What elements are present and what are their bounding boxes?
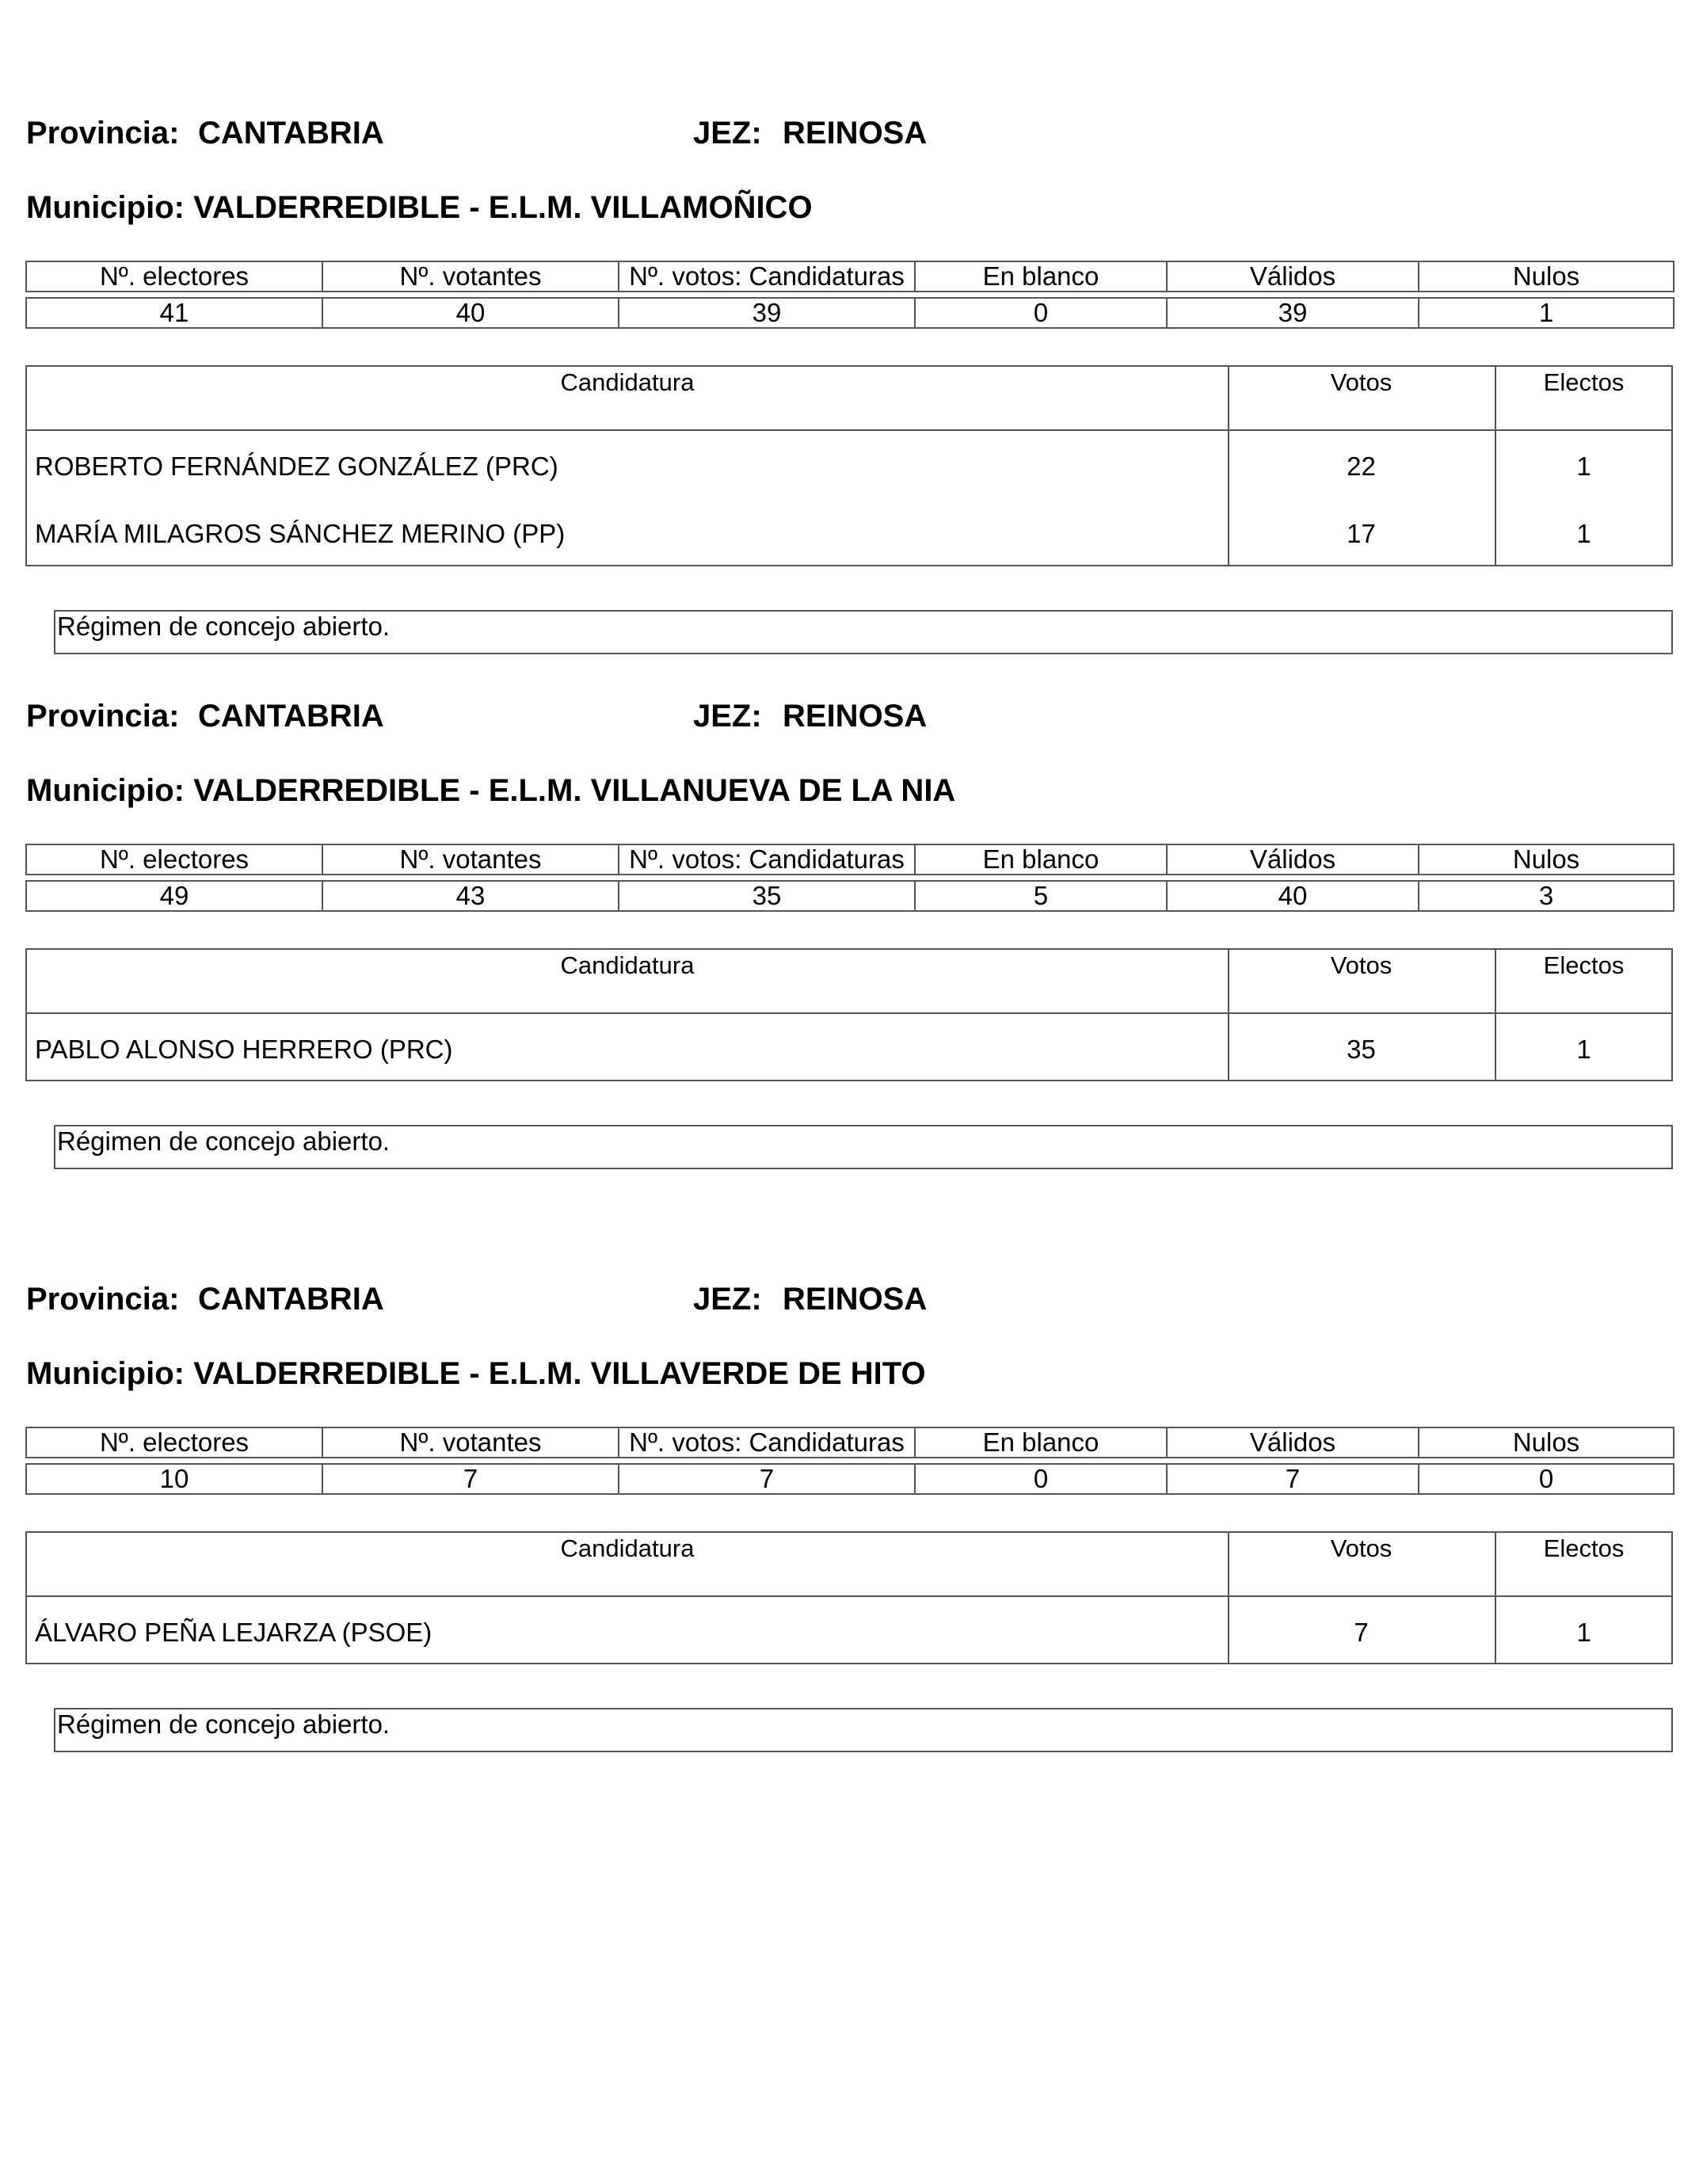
electos-header: Electos bbox=[1543, 368, 1625, 396]
jez-label: JEZ: bbox=[693, 1282, 762, 1317]
stats-value-row bbox=[26, 1464, 1674, 1494]
candidate-row bbox=[27, 519, 1671, 585]
provincia-value: CANTABRIA bbox=[198, 699, 384, 734]
stats-header-cell: Nº. votos: Candidaturas bbox=[619, 1427, 915, 1458]
provincia-value: CANTABRIA bbox=[198, 116, 384, 151]
candidate-row bbox=[27, 452, 1671, 518]
municipio-value: VALDERREDIBLE - E.L.M. VILLAMOÑICO bbox=[193, 190, 813, 225]
stats-table bbox=[25, 1427, 1674, 1495]
candidatura-header: Candidatura bbox=[560, 951, 695, 979]
municipio-label: Municipio: bbox=[26, 190, 185, 225]
stats-header-cell: Nº. votos: Candidaturas bbox=[619, 261, 915, 292]
municipio-title bbox=[26, 1356, 926, 1392]
regime-note: Régimen de concejo abierto. bbox=[54, 1125, 1673, 1169]
stats-value-cell: 39 bbox=[1167, 298, 1419, 328]
candidates-table bbox=[25, 365, 1673, 566]
candidate-votes: 22 bbox=[1347, 452, 1376, 481]
stats-value-cell: 5 bbox=[915, 881, 1167, 911]
candidate-name: MARÍA MILAGROS SÁNCHEZ MERINO (PP) bbox=[35, 519, 566, 548]
stats-value-cell: 49 bbox=[26, 881, 322, 911]
electos-header: Electos bbox=[1543, 1534, 1625, 1562]
candidatura-header: Candidatura bbox=[560, 1534, 695, 1562]
votos-header: Votos bbox=[1330, 951, 1393, 979]
candidate-name: ÁLVARO PEÑA LEJARZA (PSOE) bbox=[35, 1618, 432, 1647]
stats-value-cell: 39 bbox=[619, 298, 915, 328]
stats-value-cell: 7 bbox=[1167, 1464, 1419, 1494]
jez-label: JEZ: bbox=[693, 699, 762, 734]
municipio-label: Municipio: bbox=[26, 773, 185, 808]
regime-note: Régimen de concejo abierto. bbox=[54, 1708, 1673, 1752]
stats-table bbox=[25, 261, 1674, 329]
stats-value-cell: 3 bbox=[1419, 881, 1674, 911]
jez-label: JEZ: bbox=[693, 116, 762, 151]
municipio-value: VALDERREDIBLE - E.L.M. VILLANUEVA DE LA NIA bbox=[193, 773, 956, 808]
candidate-votes: 7 bbox=[1354, 1618, 1369, 1647]
stats-header-cell: Nº. electores bbox=[26, 1427, 322, 1458]
candidate-elected: 1 bbox=[1576, 452, 1591, 481]
stats-header-cell: En blanco bbox=[915, 1427, 1167, 1458]
stats-header-cell: Válidos bbox=[1167, 844, 1419, 875]
stats-header-cell: Nulos bbox=[1419, 1427, 1674, 1458]
municipio-value: VALDERREDIBLE - E.L.M. VILLAVERDE DE HITO bbox=[193, 1356, 926, 1391]
stats-value-cell: 0 bbox=[915, 298, 1167, 328]
stats-header-cell: Nº. votantes bbox=[322, 1427, 619, 1458]
provincia-label: Provincia: bbox=[26, 116, 180, 151]
stats-header-cell: Nº. electores bbox=[26, 844, 322, 875]
candidate-elected: 1 bbox=[1576, 1618, 1591, 1647]
stats-value-cell: 7 bbox=[619, 1464, 915, 1494]
stats-header-cell: Válidos bbox=[1167, 261, 1419, 292]
municipality-section bbox=[0, 0, 1684, 641]
candidate-elected: 1 bbox=[1576, 1035, 1591, 1064]
stats-header-cell: Nulos bbox=[1419, 261, 1674, 292]
candidate-elected: 1 bbox=[1576, 519, 1591, 548]
stats-value-cell: 0 bbox=[1419, 1464, 1674, 1494]
provincia-value: CANTABRIA bbox=[198, 1282, 384, 1317]
regime-note: Régimen de concejo abierto. bbox=[54, 610, 1673, 654]
municipality-section bbox=[0, 1166, 1684, 1739]
candidate-name: PABLO ALONSO HERRERO (PRC) bbox=[35, 1035, 453, 1064]
stats-table bbox=[25, 844, 1674, 912]
stats-value-row bbox=[26, 298, 1674, 328]
stats-value-cell: 40 bbox=[322, 298, 619, 328]
candidatura-header: Candidatura bbox=[560, 368, 695, 396]
stats-header-cell: Nº. votantes bbox=[322, 261, 619, 292]
votos-header: Votos bbox=[1330, 1534, 1393, 1562]
stats-header-cell: Válidos bbox=[1167, 1427, 1419, 1458]
jez-value: REINOSA bbox=[783, 116, 928, 151]
stats-header-row bbox=[26, 261, 1674, 292]
provincia-label: Provincia: bbox=[26, 1282, 180, 1317]
stats-value-cell: 7 bbox=[322, 1464, 619, 1494]
jez-value: REINOSA bbox=[783, 1282, 928, 1317]
candidate-votes: 35 bbox=[1347, 1035, 1376, 1064]
stats-value-cell: 43 bbox=[322, 881, 619, 911]
municipality-section bbox=[0, 583, 1684, 1156]
stats-value-row bbox=[26, 881, 1674, 911]
stats-header-row bbox=[26, 844, 1674, 875]
candidate-row bbox=[27, 1618, 1671, 1684]
stats-header-cell: En blanco bbox=[915, 261, 1167, 292]
candidate-row bbox=[27, 1035, 1671, 1101]
municipio-label: Municipio: bbox=[26, 1356, 185, 1391]
votos-header: Votos bbox=[1330, 368, 1393, 396]
candidates-table bbox=[25, 948, 1673, 1081]
candidates-table bbox=[25, 1531, 1673, 1664]
stats-header-cell: Nº. votantes bbox=[322, 844, 619, 875]
stats-value-cell: 40 bbox=[1167, 881, 1419, 911]
stats-header-row bbox=[26, 1427, 1674, 1458]
stats-value-cell: 0 bbox=[915, 1464, 1167, 1494]
stats-value-cell: 1 bbox=[1419, 298, 1674, 328]
municipio-title bbox=[26, 773, 955, 809]
jez-value: REINOSA bbox=[783, 699, 928, 734]
stats-header-cell: Nº. electores bbox=[26, 261, 322, 292]
stats-value-cell: 10 bbox=[26, 1464, 322, 1494]
stats-header-cell: Nulos bbox=[1419, 844, 1674, 875]
municipio-title bbox=[26, 190, 813, 226]
stats-value-cell: 35 bbox=[619, 881, 915, 911]
stats-header-cell: Nº. votos: Candidaturas bbox=[619, 844, 915, 875]
stats-header-cell: En blanco bbox=[915, 844, 1167, 875]
candidate-votes: 17 bbox=[1347, 519, 1376, 548]
electos-header: Electos bbox=[1543, 951, 1625, 979]
stats-value-cell: 41 bbox=[26, 298, 322, 328]
candidate-name: ROBERTO FERNÁNDEZ GONZÁLEZ (PRC) bbox=[35, 452, 558, 481]
provincia-label: Provincia: bbox=[26, 699, 180, 734]
